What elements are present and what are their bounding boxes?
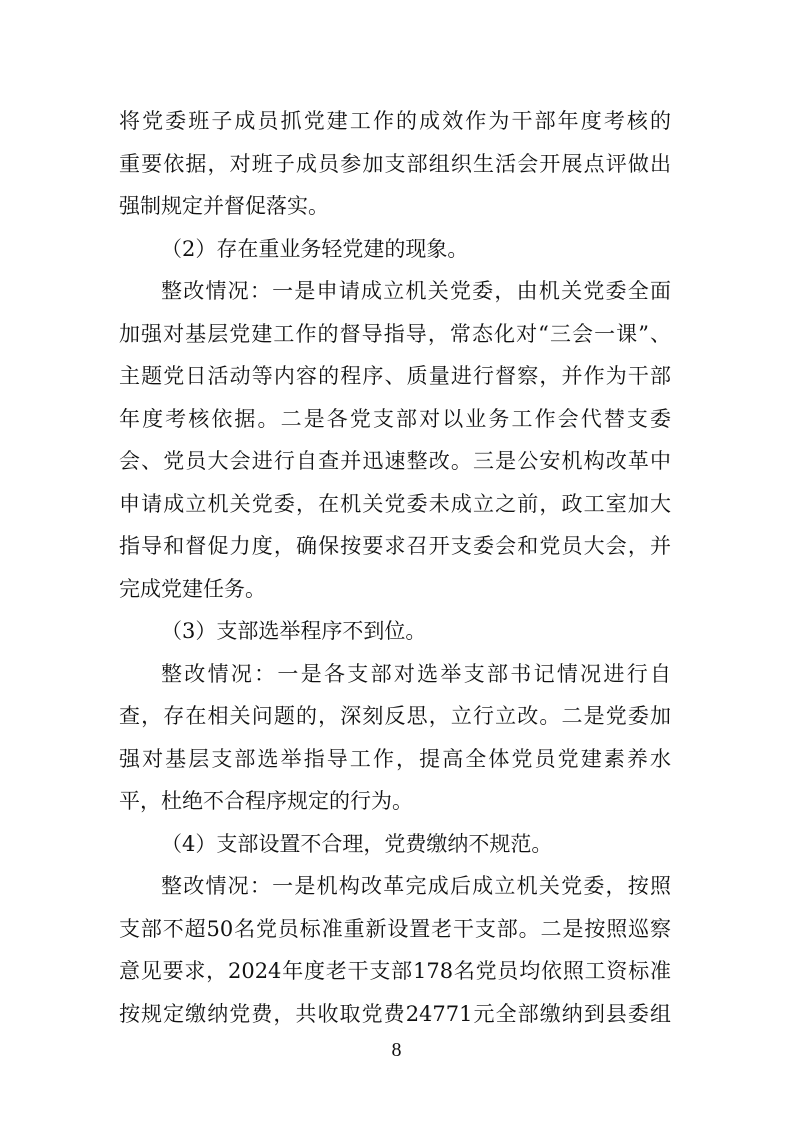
paragraph-line: 按规定缴纳党费，共收取党费24771元全部缴纳到县委组 — [119, 1002, 671, 1026]
section-heading: （4）支部设置不合理，党费缴纳不规范。 — [161, 831, 553, 856]
paragraph-line: 主题党日活动等内容的程序、质量进行督察，并作为干部 — [119, 364, 671, 389]
paragraph-line: 强制规定并督促落实。 — [119, 194, 329, 219]
paragraph-line: 整改情况：一是各支部对选举支部书记情况进行自 — [161, 661, 671, 686]
paragraph-line: 申请成立机关党委，在机关党委未成立之前，政工室加大 — [119, 491, 671, 516]
page-number: 8 — [391, 1039, 402, 1061]
paragraph-line: 整改情况：一是机构改革完成后成立机关党委，按照 — [161, 874, 671, 899]
paragraph-line: 会、党员大会进行自查并迅速整改。三是公安机构改革中 — [119, 449, 671, 474]
paragraph-line: 支部不超50名党员标准重新设置老干支部。二是按照巡察 — [119, 916, 671, 941]
paragraph-line: 加强对基层党建工作的督导指导，常态化对“三会一课”、 — [119, 321, 671, 346]
paragraph-line: 将党委班子成员抓党建工作的成效作为干部年度考核的 — [119, 109, 671, 133]
paragraph-line: 意见要求，2024年度老干支部178名党员均依照工资标准 — [119, 959, 671, 984]
paragraph-line: 强对基层支部选举指导工作，提高全体党员党建素养水 — [119, 746, 671, 771]
section-heading: （3）支部选举程序不到位。 — [161, 619, 427, 644]
paragraph-line: 重要依据，对班子成员参加支部组织生活会开展点评做出 — [119, 151, 671, 176]
paragraph-line: 整改情况：一是申请成立机关党委，由机关党委全面 — [161, 279, 671, 304]
paragraph-line: 完成党建任务。 — [119, 576, 266, 601]
paragraph-line: 指导和督促力度，确保按要求召开支委会和党员大会，并 — [119, 534, 671, 559]
paragraph-line: 年度考核依据。二是各党支部对以业务工作会代替支委 — [119, 406, 671, 431]
paragraph-line: 平，杜绝不合程序规定的行为。 — [119, 789, 413, 814]
section-heading: （2）存在重业务轻党建的现象。 — [161, 236, 469, 261]
paragraph-line: 查，存在相关问题的，深刻反思，立行立改。二是党委加 — [119, 704, 671, 729]
